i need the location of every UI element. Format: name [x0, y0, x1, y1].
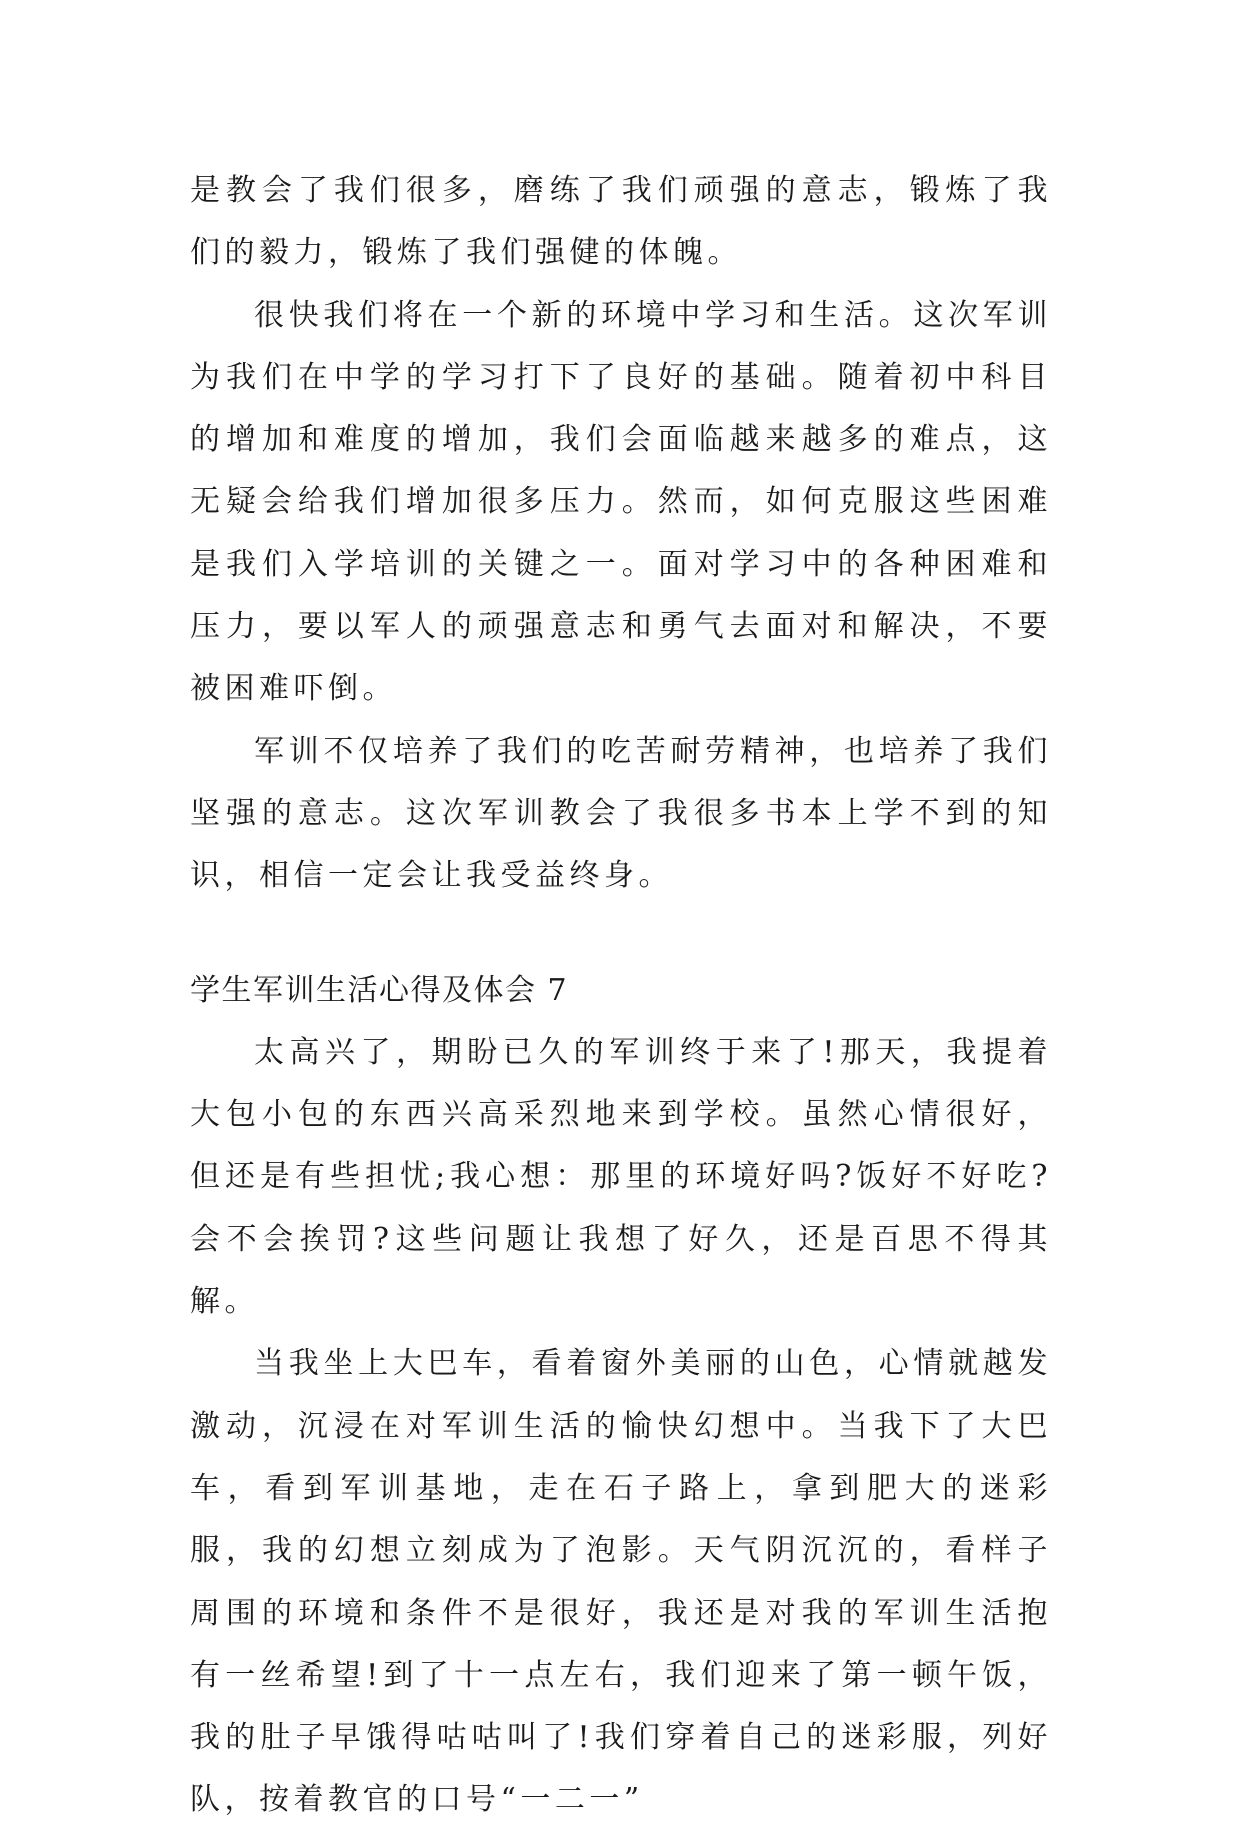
paragraph-continuation: 是教会了我们很多，磨练了我们顽强的意志，锻炼了我们的毅力，锻炼了我们强健的体魄。	[190, 173, 1052, 271]
paragraph: 军训不仅培养了我们的吃苦耐劳精神，也培养了我们坚强的意志。这次军训教会了我很多书本上学不到的知识，相信一定会让我受益终身。	[190, 733, 1052, 894]
paragraph: 太高兴了，期盼已久的军训终于来了!那天，我提着大包小包的东西兴高采烈地来到学校。虽然心情很好，但还是有些担忧;我心想：那里的环境好吗?饭好不好吃?会不会挨罚?这些问题让我想了好久，还是百思不得其解。	[190, 1034, 1052, 1320]
section-title: 学生军训生活心得及体会 7	[190, 972, 569, 1008]
paragraph: 很快我们将在一个新的环境中学习和生活。这次军训为我们在中学的学习打下了良好的基础。随着初中科目的增加和难度的增加，我们会面临越来越多的难点，这无疑会给我们增加很多压力。然而，如何克服这些困难是我们入学培训的关键之一。面对学习中的各种困难和压力，要以军人的顽强意志和勇气去面对和解决，不要被困难吓倒。	[190, 297, 1052, 707]
document-body	[190, 160, 1052, 1832]
paragraph: 当我坐上大巴车，看着窗外美丽的山色，心情就越发激动，沉浸在对军训生活的愉快幻想中。当我下了大巴车，看到军训基地，走在石子路上，拿到肥大的迷彩服，我的幻想立刻成为了泡影。天气阴沉沉的，看样子周围的环境和条件不是很好，我还是对我的军训生活抱有一丝希望!到了十一点左右，我们迎来了第一顿午饭，我的肚子早饿得咕咕叫了!我们穿着自己的迷彩服，列好队，按着教官的口号“一二一”	[190, 1346, 1052, 1818]
